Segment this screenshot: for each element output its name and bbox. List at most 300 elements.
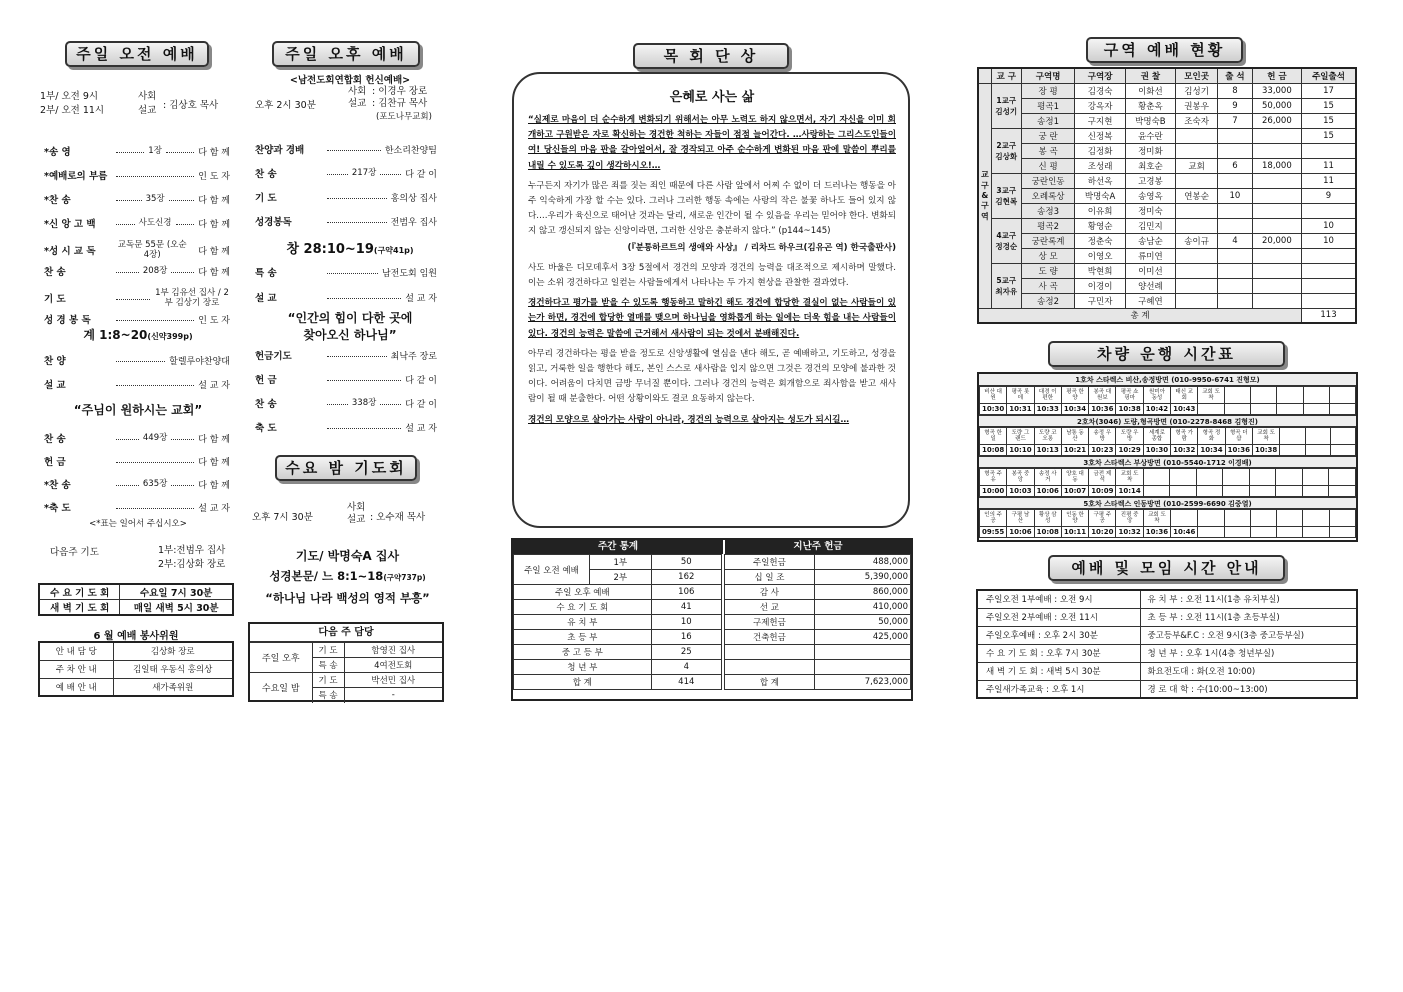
- order-row: [255, 396, 437, 410]
- table-row: [724, 630, 910, 645]
- district-cell: [1252, 278, 1301, 293]
- order-right: 다 함 께: [198, 434, 230, 445]
- col1-next-prayer-1: 1부:전범우 집사: [158, 545, 226, 556]
- bus-stop: [1250, 510, 1276, 527]
- bus-stop: [1330, 428, 1355, 445]
- district-cell: 26,000: [1252, 113, 1301, 128]
- leader-dots: [116, 176, 194, 177]
- district-cell: 송남순: [1125, 233, 1175, 248]
- next-cell: 수요일 밤: [250, 673, 312, 703]
- column-header: 교 구: [991, 68, 1021, 83]
- order-right: 홍의상 집사: [390, 193, 437, 204]
- col2-wed-title: 수요 밤 기도회: [275, 455, 417, 481]
- table-row: [514, 645, 722, 660]
- bus-time: [1196, 486, 1223, 497]
- district-cell: 조성래: [1075, 158, 1125, 173]
- bus-time: 10:07: [1061, 486, 1088, 497]
- order-label: 찬 송: [44, 267, 66, 278]
- bus-time: 10:08: [1034, 527, 1061, 538]
- bus-time: 10:33: [1034, 404, 1061, 415]
- order-mid: 449장: [142, 433, 168, 443]
- col1-service-title: 6 월 예배 봉사위원: [93, 631, 179, 642]
- district-cell: 궁란인동: [1021, 173, 1075, 188]
- district-cell: [1252, 203, 1301, 218]
- stats-cell: 1부: [590, 555, 652, 570]
- stats-cell: 중 고 등 부: [514, 645, 652, 660]
- leader-dots: [327, 356, 387, 357]
- order-label: 찬양과 경배: [255, 145, 305, 156]
- district-cell: 10: [1302, 218, 1356, 233]
- leader-dots: [116, 320, 194, 321]
- bus-time: [1330, 445, 1355, 456]
- stats-cell: 4: [651, 660, 721, 675]
- district-cell: [1176, 248, 1218, 263]
- offering-cell: [814, 660, 910, 675]
- bus-stop: 진평 중앙: [1116, 510, 1143, 527]
- district-cell: 강옥자: [1075, 98, 1125, 113]
- col1-time1: 1부/ 오전 9시: [40, 91, 99, 102]
- bus-time: 10:21: [1061, 445, 1088, 456]
- next-cell: 기 도: [312, 643, 344, 658]
- offering-cell: 5,390,000: [814, 570, 910, 585]
- order-label: 성경봉독: [255, 217, 292, 228]
- order-mid: 338장: [351, 398, 377, 408]
- bus-time: [1224, 404, 1250, 415]
- district-cell: [1176, 218, 1218, 233]
- table-row: [39, 584, 233, 600]
- col2-scripture-line: [255, 238, 445, 257]
- col2-title: 주일 오후 예배: [272, 41, 420, 67]
- table-row: [39, 678, 233, 696]
- order-label: 설 교: [255, 293, 277, 304]
- column-header: 구역장: [1075, 68, 1125, 83]
- district-cell: 오례록상: [1021, 188, 1075, 203]
- offering-cell: [814, 645, 910, 660]
- next-cell: -: [344, 688, 442, 703]
- col2-wed-sermon: “하나님 나라 백성의 영적 부흥”: [265, 591, 430, 605]
- essay-title: 은혜로 사는 삶: [669, 90, 755, 105]
- table-row: [977, 662, 1357, 680]
- offering-cell: 410,000: [814, 600, 910, 615]
- side-label: 교구 & 구역: [978, 83, 991, 308]
- district-cell: 7: [1218, 113, 1253, 128]
- stats-cell: 합 계: [514, 675, 652, 690]
- order-right: 다 함 께: [198, 195, 230, 206]
- order-label: 성 경 봉 독: [44, 315, 91, 326]
- bus-time: 10:32: [1116, 527, 1143, 538]
- total-label: 총 계: [978, 308, 1302, 323]
- table-row: [978, 263, 1356, 278]
- essay-box: [512, 72, 910, 528]
- col1-title: 주일 오전 예배: [65, 41, 209, 67]
- district-cell: 이유희: [1075, 203, 1125, 218]
- service-cell: 안 내 담 당: [39, 642, 113, 660]
- bus-times-row: [980, 527, 1356, 538]
- offering-cell: [724, 660, 814, 675]
- order-right: 전범우 집사: [390, 217, 437, 228]
- service-cell: 예 배 안 내: [39, 678, 113, 696]
- district-cell: 15: [1302, 98, 1356, 113]
- district-cell: 50,000: [1252, 98, 1301, 113]
- district-cell: 장 평: [1021, 83, 1075, 98]
- district-cell: [1302, 293, 1356, 308]
- leader-dots: [116, 385, 194, 386]
- table-row: [514, 615, 722, 630]
- leader-dots: [116, 299, 150, 300]
- col1-service-table: [38, 641, 234, 697]
- column-header: 모인곳: [1176, 68, 1218, 83]
- bus-time: 10:10: [1007, 445, 1034, 456]
- table-row: [724, 675, 910, 690]
- bus-stops-row: [980, 387, 1356, 404]
- col1-schedule-table: [38, 583, 234, 616]
- order-label: 찬 송: [255, 169, 277, 180]
- group-name: 4교구 정경순: [991, 218, 1021, 263]
- offering-cell: [724, 645, 814, 660]
- bus-time: [1303, 527, 1329, 538]
- stats-cell: 주일 오전 예배: [514, 555, 590, 585]
- total-row: [978, 308, 1356, 323]
- district-table: [977, 67, 1357, 324]
- bus-time: 10:14: [1116, 486, 1143, 497]
- order-right: 다 함 께: [198, 457, 230, 468]
- district-cell: 33,000: [1252, 83, 1301, 98]
- bus-stop: [1171, 510, 1198, 527]
- table-row: [977, 590, 1357, 608]
- info-cell: 주일오전 1부예배 : 오전 9시: [977, 590, 1141, 608]
- bus-stop: [1224, 387, 1250, 404]
- col2-scripture-page: (구약41p): [373, 246, 414, 255]
- bus-title: 차량 운행 시간표: [1048, 341, 1285, 367]
- group-name: 2교구 김상화: [991, 128, 1021, 173]
- bus-time: [1277, 404, 1303, 415]
- group-name: 1교구 김성기: [991, 83, 1021, 128]
- bus-stop: [1329, 387, 1355, 404]
- bus-stop: [1303, 387, 1329, 404]
- bus-time: [1223, 486, 1250, 497]
- bus-stop: 교회 도착: [1143, 510, 1170, 527]
- leader-dots: [327, 222, 387, 223]
- district-cell: [1218, 263, 1253, 278]
- district-cell: 15: [1302, 113, 1356, 128]
- bus-stop: 인의 주공: [980, 510, 1007, 527]
- table-row: [978, 248, 1356, 263]
- schedule-cell: 새 벽 기 도 회: [39, 600, 120, 616]
- district-cell: [1176, 128, 1218, 143]
- stats-table: [513, 554, 722, 690]
- district-cell: 20,000: [1252, 233, 1301, 248]
- table-row: [250, 673, 442, 688]
- order-right: 인 도 자: [198, 171, 230, 182]
- bus-time: [1302, 486, 1329, 497]
- order-row: [44, 288, 230, 308]
- info-cell: 주일오후예배 : 오후 2시 30분: [977, 626, 1141, 644]
- order-right: 다 함 께: [198, 480, 230, 491]
- bus-stop: [1251, 387, 1277, 404]
- district-cell: 송이규: [1176, 233, 1218, 248]
- info-cell: 중고등부&F.C : 오전 9시(3층 중고등부실): [1141, 626, 1357, 644]
- district-cell: 김민지: [1125, 218, 1175, 233]
- district-cell: 9: [1218, 98, 1253, 113]
- district-cell: 정미숙: [1125, 203, 1175, 218]
- next-cell: 주일 오후: [250, 643, 312, 673]
- order-label: 헌 금: [255, 375, 277, 386]
- column-header: 권 찰: [1125, 68, 1175, 83]
- service-cell: 주 차 안 내: [39, 660, 113, 678]
- essay-paragraph: 경건하다고 평가를 받을 수 있도록 행동하고 말하긴 해도 경건에 합당한 결실이 없는 사람들이 있는가 하면, 경건에 합당한 열매를 맺으며 하나님을 영화롭게 하는 일에는 더욱 힘을 내는 사람들이 있다. 경건의 능력은 말씀에 근거해서 새사람이 되는 것에서 분배해진다.: [528, 298, 896, 339]
- offering-cell: 50,000: [814, 615, 910, 630]
- stats-box: [511, 538, 913, 701]
- order-row: [44, 240, 230, 260]
- order-row: [255, 214, 437, 228]
- district-cell: [1252, 128, 1301, 143]
- bus-time: 10:43: [1171, 404, 1198, 415]
- bus-time: [1329, 527, 1355, 538]
- district-cell: 정춘숙: [1075, 233, 1125, 248]
- table-row: [514, 660, 722, 675]
- order-label: 기 도: [255, 193, 277, 204]
- order-row: [255, 420, 437, 434]
- essay-paragraph: 사도 바울은 디모데후서 3장 5절에서 경건의 모양과 경건의 능력을 대조적으로 제시하며 말했다. 이는 소위 경건하다고 일컫는 사람들에게서 나타나는 두 가지 현상을 관찰한 결과였다.: [528, 262, 896, 289]
- order-right: 남전도회 임원: [381, 268, 437, 279]
- bus-stop: [1143, 469, 1170, 486]
- order-row: [44, 353, 230, 367]
- district-cell: 15: [1302, 128, 1356, 143]
- bus-times-row: [980, 445, 1356, 456]
- leader-dots: [327, 428, 401, 429]
- group-name: 3교구 김현복: [991, 173, 1021, 218]
- table-row: [724, 555, 910, 570]
- table-row: [978, 143, 1356, 158]
- bus-time: 10:13: [1034, 445, 1061, 456]
- table-row: [39, 600, 233, 616]
- table-row: [978, 278, 1356, 293]
- leader-dots: [176, 224, 195, 225]
- bus-time: 10:36: [1089, 404, 1116, 415]
- essay-paragraph: “실제로 마음이 더 순수하게 변화되기 위해서는 아무 노력도 하지 않으면서, 자기 자신을 이미 회개하고 구원받은 자로 확신하는 경건한 척하는 자들이 점점 늘어간다. …사랑하는 그리스도인들이여! 당신들의 마음 판을 갈아엎어서, 잘 경작되고 아주 순수하게 변화된 마음 판에 말씀이 뿌리를 내릴 수 있도록 깊이 생각하시오!…: [528, 115, 896, 171]
- next-cell: 기 도: [312, 673, 344, 688]
- bus-stop: 원미아 동성: [1143, 387, 1170, 404]
- order-right: 다 같 이: [405, 399, 437, 410]
- service-cell: 김일태 우동식 홍의상: [113, 660, 233, 678]
- bus-stop: 평곡 한양: [1061, 387, 1088, 404]
- district-cell: 송정3: [1021, 203, 1075, 218]
- table-row: [978, 113, 1356, 128]
- bus-stop: [1249, 469, 1276, 486]
- order-row: [255, 166, 437, 180]
- column-header: 구역명: [1021, 68, 1075, 83]
- order-label: *축 도: [44, 503, 71, 514]
- col2-church: (포도나무교회): [376, 112, 432, 122]
- next-cell: 함영진 집사: [344, 643, 442, 658]
- order-label: *신 앙 고 백: [44, 219, 96, 230]
- district-cell: 평곡1: [1021, 98, 1075, 113]
- bus-stop: 인동 한양: [1061, 510, 1088, 527]
- stats-cell: 유 치 부: [514, 615, 652, 630]
- stats-cell: 주일 오후 예배: [514, 585, 652, 600]
- col1-leader-role: 사회 설교: [138, 91, 157, 116]
- table-row: [977, 680, 1357, 698]
- info-cell: 수 요 기 도 회 : 오후 7시 30분: [977, 644, 1141, 662]
- col2-next-box: [248, 622, 444, 702]
- bus-stop: 금전 제석: [1089, 469, 1116, 486]
- order-mid: 217장: [351, 168, 377, 178]
- bus-time: 10:38: [1252, 445, 1279, 456]
- info-title: 예배 및 모임 시간 안내: [1048, 555, 1285, 581]
- district-cell: 17: [1302, 83, 1356, 98]
- stats-cell: 25: [651, 645, 721, 660]
- order-right: 다 함 께: [198, 219, 231, 230]
- offering-cell: 425,000: [814, 630, 910, 645]
- col2-wed-scripture-page: (구약737p): [383, 573, 426, 582]
- district-cell: 8: [1218, 83, 1253, 98]
- info-cell: 청 년 부 : 오후 1시(4층 청년부실): [1141, 644, 1357, 662]
- bus-stop: 도량 코오롱: [1034, 428, 1061, 445]
- bus-stop: [1277, 387, 1303, 404]
- district-cell: [1218, 248, 1253, 263]
- order-label: *예배로의 부름: [44, 171, 108, 182]
- stats-cell: 162: [651, 570, 721, 585]
- bus-stops-row: [980, 428, 1356, 445]
- order-right: 인 도 자: [198, 315, 230, 326]
- service-cell: 김상화 장로: [113, 642, 233, 660]
- bus-time: [1280, 445, 1305, 456]
- bus-time: 09:55: [980, 527, 1007, 538]
- bus-time: 10:20: [1089, 527, 1116, 538]
- info-cell: 주일오전 2부예배 : 오전 11시: [977, 608, 1141, 626]
- offering-cell: 십 일 조: [724, 570, 814, 585]
- district-cell: 김정화: [1075, 143, 1125, 158]
- offering-cell: 선 교: [724, 600, 814, 615]
- bus-time: 10:34: [1061, 404, 1088, 415]
- district-cell: [1252, 248, 1301, 263]
- district-cell: 궁란록계: [1021, 233, 1075, 248]
- district-cell: [1176, 203, 1218, 218]
- bus-time: [1329, 486, 1356, 497]
- district-cell: [1252, 218, 1301, 233]
- bus-stop: 교회 도착: [1252, 428, 1279, 445]
- column-header: 주일출석: [1302, 68, 1356, 83]
- stats-cell: 41: [651, 600, 721, 615]
- district-cell: 황춘옥: [1125, 98, 1175, 113]
- district-cell: [1302, 143, 1356, 158]
- district-cell: [1176, 278, 1218, 293]
- bus-time: 10:06: [1007, 527, 1034, 538]
- bus-stop: 도량 우방: [1116, 428, 1143, 445]
- order-right: 할렐루야찬양대: [169, 356, 230, 367]
- district-cell: [1218, 128, 1253, 143]
- district-cell: 10: [1302, 233, 1356, 248]
- order-mid: 교독문 55문 (오순 4장): [117, 240, 187, 260]
- bus-time: 10:46: [1171, 527, 1198, 538]
- essay-source: (『분통하르트의 생애와 사상』 / 리차드 하우크(김유곤 역) 한국출판사): [627, 242, 896, 253]
- offering-title: 지난주 헌금: [723, 540, 911, 554]
- bus-stops-row: [980, 469, 1356, 486]
- info-table: [976, 589, 1358, 699]
- order-right: 한소리찬양팀: [384, 145, 437, 156]
- total-value: 113: [1302, 308, 1356, 323]
- essay-body: [528, 113, 896, 428]
- district-cell: 9: [1302, 188, 1356, 203]
- bus-stop: 남통 동산: [1061, 428, 1088, 445]
- table-row: [39, 660, 233, 678]
- table-row: [978, 293, 1356, 308]
- col1-scripture-page: (신약399p): [147, 332, 193, 341]
- bus-stop: 형곡 한일: [980, 428, 1007, 445]
- next-cell: 박선민 집사: [344, 673, 442, 688]
- col4-title: 구역 예배 현황: [1086, 37, 1243, 63]
- table-row: [250, 643, 442, 658]
- district-cell: [1302, 248, 1356, 263]
- table-row: [978, 128, 1356, 143]
- district-cell: 조숙자: [1176, 113, 1218, 128]
- order-label: *찬 송: [44, 195, 71, 206]
- leader-dots: [116, 152, 144, 153]
- leader-dots: [327, 380, 401, 381]
- leader-dots: [169, 200, 195, 201]
- offering-cell: 건축헌금: [724, 630, 814, 645]
- table-row: [977, 608, 1357, 626]
- info-cell: 주일새가족교육 : 오후 1시: [977, 680, 1141, 698]
- order-mid: 35장: [145, 194, 165, 204]
- schedule-cell: 수 요 기 도 회: [39, 584, 120, 600]
- group-name: 5교구 최자유: [991, 263, 1021, 308]
- table-row: [978, 98, 1356, 113]
- bus-stop: 평곡 롯데: [1007, 387, 1034, 404]
- bus-time: 10:29: [1116, 445, 1143, 456]
- order-row: [44, 144, 230, 158]
- bus-time: [1251, 404, 1277, 415]
- bus-stop: 평곡 쇼핑마: [1116, 387, 1143, 404]
- bus-stop: 교회 도착: [1198, 387, 1224, 404]
- leader-dots: [171, 485, 194, 486]
- district-cell: [1176, 173, 1218, 188]
- district-cell: [1218, 203, 1253, 218]
- offering-cell: 860,000: [814, 585, 910, 600]
- district-cell: [1218, 143, 1253, 158]
- leader-dots: [327, 150, 381, 151]
- stats-cell: 청 년 부: [514, 660, 652, 675]
- bus-time: 10:11: [1061, 527, 1088, 538]
- table-row: [978, 218, 1356, 233]
- table-row: [724, 570, 910, 585]
- bus-stop: [1276, 469, 1303, 486]
- district-cell: 10: [1218, 188, 1253, 203]
- district-cell: 구혜연: [1125, 293, 1175, 308]
- leader-dots: [327, 198, 387, 199]
- service-cell: 새가족위원: [113, 678, 233, 696]
- table-row: [978, 83, 1356, 98]
- next-cell: 4여전도회: [344, 658, 442, 673]
- order-label: 설 교: [44, 380, 66, 391]
- district-cell: [1218, 278, 1253, 293]
- bus-table: [979, 427, 1356, 456]
- district-cell: 박명숙A: [1075, 188, 1125, 203]
- col2-wed-time: 오후 7시 30분: [252, 512, 313, 523]
- table-row: [978, 233, 1356, 248]
- bus-stop: 형곡 정화: [1198, 428, 1225, 445]
- district-cell: 사 곡: [1021, 278, 1075, 293]
- district-cell: 송정2: [1021, 293, 1075, 308]
- bus-time: [1198, 527, 1224, 538]
- col2-wed-roles: 사회 설교: [347, 502, 366, 525]
- order-right: 다 함 께: [198, 147, 230, 158]
- order-mid: 1장: [148, 146, 162, 156]
- district-cell: 교회: [1176, 158, 1218, 173]
- essay-paragraph: 아무리 경건하다는 평을 받을 정도로 신앙생활에 열심을 낸다 해도, 곧 예배하고, 기도하고, 성경을 읽고, 거룩한 일을 행한다 해도, 본인 스스로 새사람을 입지 않으면 그것은 경건의 모양에 불과한 것이다. 어려움이 다치면 금방 무너질 뿐이다. 그러나 경건의 능력은 회개함으로 죄사함을 받고 새사람이 될 때 분출한다. 어떤 상황이와도 결코 요동하지 않는다.: [528, 348, 896, 405]
- bus-stop: 양호 대동: [1061, 469, 1088, 486]
- bus-stop: [1305, 428, 1330, 445]
